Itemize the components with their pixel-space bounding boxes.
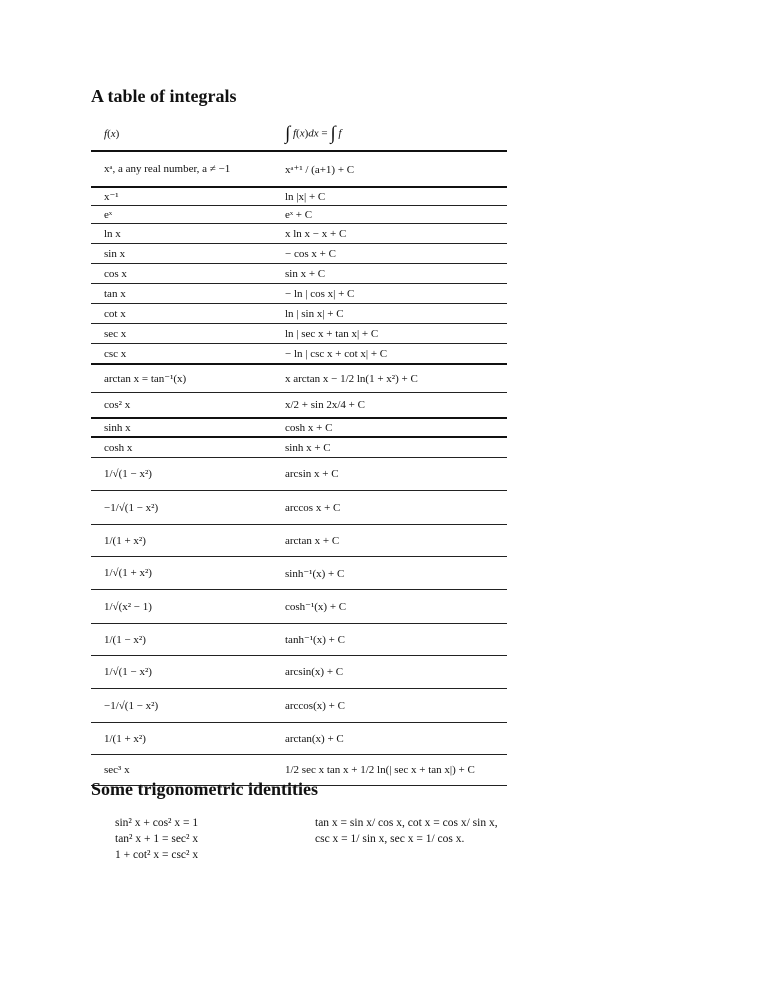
integrand-cell: 1/√(x² − 1) [91, 590, 271, 624]
table-row [91, 324, 507, 344]
integrand-cell: 1/√(1 − x²) [91, 458, 271, 491]
integrand-cell: eˣ [91, 206, 271, 224]
integrand-cell: cos x [91, 264, 271, 284]
page-title: A table of integrals [91, 86, 237, 106]
integrand-cell: cos² x [91, 393, 271, 419]
antiderivative-cell: 1/2 sec x tan x + 1/2 ln(| sec x + tan x|) + C [271, 755, 507, 786]
identity: csc x = 1/ sin x, sec x = 1/ cos x. [315, 833, 465, 845]
table-row [91, 393, 507, 419]
table-header-row [91, 118, 507, 151]
table-row [91, 187, 507, 206]
antiderivative-cell: arctan(x) + C [271, 723, 507, 755]
antiderivative-cell: sin x + C [271, 264, 507, 284]
antiderivative-cell: arccos x + C [271, 491, 507, 525]
antiderivative-cell: ln |x| + C [271, 187, 507, 206]
antiderivative-cell: cosh x + C [271, 418, 507, 437]
table-row [91, 491, 507, 525]
antiderivative-cell: − cos x + C [271, 244, 507, 264]
antiderivative-cell: xᵃ⁺¹ / (a+1) + C [271, 151, 507, 187]
integrand-cell: xᵃ, a any real number, a ≠ −1 [91, 151, 271, 187]
identity: tan² x + 1 = sec² x [115, 833, 199, 845]
integrand-cell: cosh x [91, 437, 271, 458]
integrals-table [91, 118, 507, 786]
integrand-cell: 1/(1 + x²) [91, 723, 271, 755]
antiderivative-cell: arccos(x) + C [271, 689, 507, 723]
table-row [91, 723, 507, 755]
antiderivative-cell: eˣ + C [271, 206, 507, 224]
antiderivative-cell: tanh⁻¹(x) + C [271, 624, 507, 656]
integrand-cell: csc x [91, 344, 271, 365]
integrand-cell: sinh x [91, 418, 271, 437]
table-row [91, 364, 507, 393]
antiderivative-cell: − ln | csc x + cot x| + C [271, 344, 507, 365]
table-row [91, 525, 507, 557]
table-row [91, 304, 507, 324]
identities-right [315, 815, 498, 847]
table-row [91, 206, 507, 224]
integrand-cell: 1/√(1 + x²) [91, 557, 271, 590]
integrand-cell: −1/√(1 − x²) [91, 689, 271, 723]
integrand-cell: 1/(1 + x²) [91, 525, 271, 557]
table-row [91, 624, 507, 656]
table-row [91, 458, 507, 491]
table-row [91, 437, 507, 458]
header-f: f(x) [91, 118, 271, 151]
table-row [91, 557, 507, 590]
identities-left [115, 815, 198, 863]
table-row [91, 244, 507, 264]
antiderivative-cell: arcsin(x) + C [271, 656, 507, 689]
table-row [91, 689, 507, 723]
antiderivative-cell: ln | sec x + tan x| + C [271, 324, 507, 344]
antiderivative-cell: x arctan x − 1/2 ln(1 + x²) + C [271, 364, 507, 393]
table-row [91, 284, 507, 304]
table-row [91, 151, 507, 187]
table-row [91, 224, 507, 244]
integrand-cell: x⁻¹ [91, 187, 271, 206]
antiderivative-cell: sinh x + C [271, 437, 507, 458]
antiderivative-cell: x ln x − x + C [271, 224, 507, 244]
identity: tan x = sin x/ cos x, cot x = cos x/ sin x, [315, 817, 498, 829]
antiderivative-cell: − ln | cos x| + C [271, 284, 507, 304]
table-row [91, 656, 507, 689]
antiderivative-cell: cosh⁻¹(x) + C [271, 590, 507, 624]
antiderivative-cell: ln | sin x| + C [271, 304, 507, 324]
integrand-cell: sec³ x [91, 755, 271, 786]
integrand-cell: cot x [91, 304, 271, 324]
antiderivative-cell: arctan x + C [271, 525, 507, 557]
integrand-cell: tan x [91, 284, 271, 304]
antiderivative-cell: x/2 + sin 2x/4 + C [271, 393, 507, 419]
antiderivative-cell: sinh⁻¹(x) + C [271, 557, 507, 590]
integrand-cell: ln x [91, 224, 271, 244]
identities-title: Some trigonometric identities [91, 779, 318, 799]
identity: 1 + cot² x = csc² x [115, 849, 199, 861]
table-row [91, 344, 507, 365]
integrand-cell: arctan x = tan⁻¹(x) [91, 364, 271, 393]
integrand-cell: 1/√(1 − x²) [91, 656, 271, 689]
header-integral: ∫ f(x)dx = ∫ f [271, 118, 507, 151]
integrand-cell: sin x [91, 244, 271, 264]
table-row [91, 590, 507, 624]
antiderivative-cell: arcsin x + C [271, 458, 507, 491]
table-row [91, 418, 507, 437]
identity: sin² x + cos² x = 1 [115, 817, 199, 829]
integrand-cell: −1/√(1 − x²) [91, 491, 271, 525]
integrand-cell: 1/(1 − x²) [91, 624, 271, 656]
table-row [91, 264, 507, 284]
integrand-cell: sec x [91, 324, 271, 344]
